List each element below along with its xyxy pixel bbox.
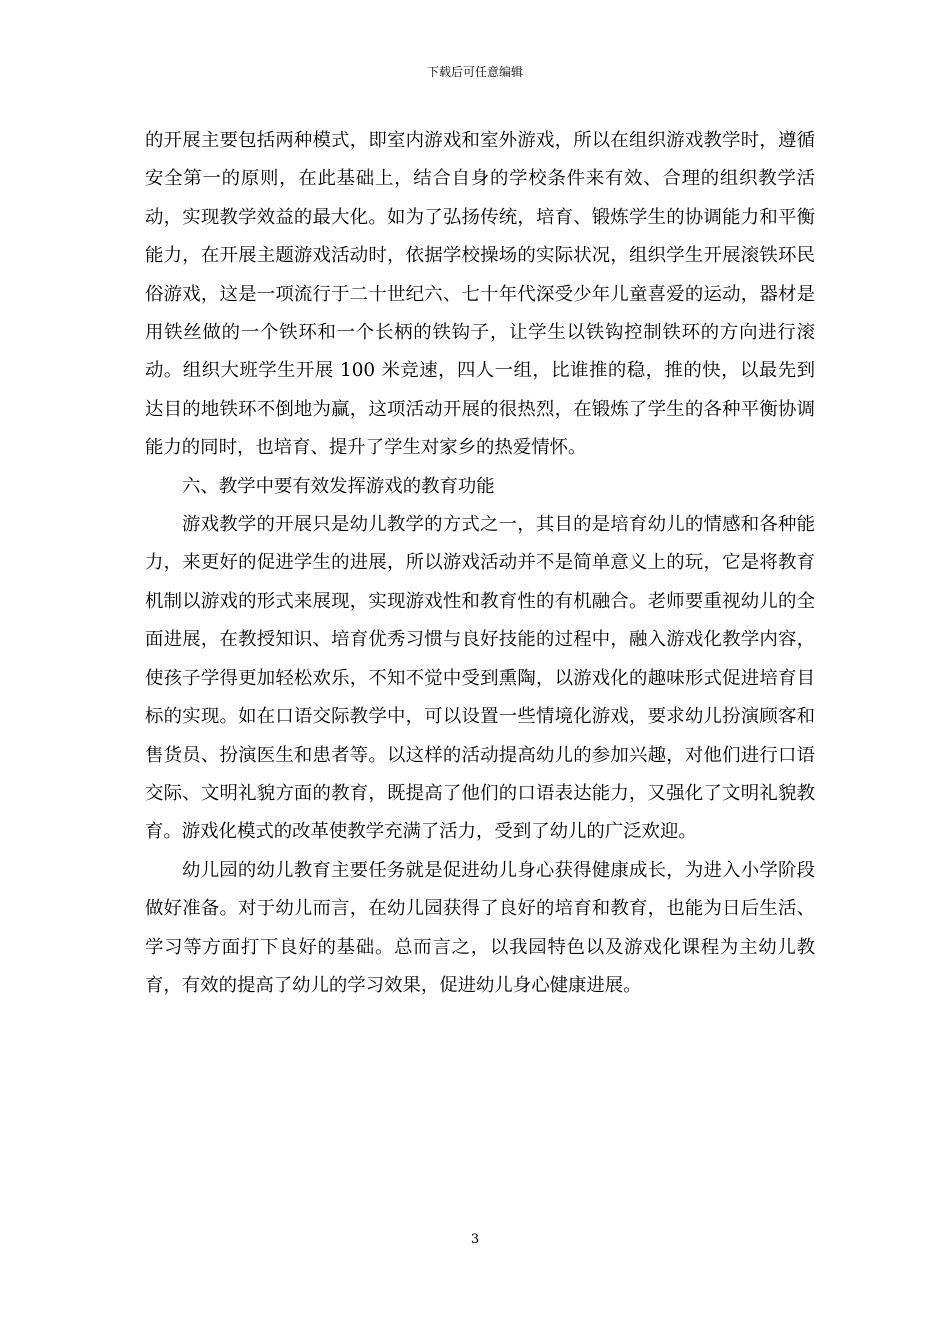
- paragraph: 游戏教学的开展只是幼儿教学的方式之一，其目的是培育幼儿的情感和各种能力，来更好的促进学生的进展，所以游戏活动并不是简单意义上的玩，它是将教育机制以游戏的形式来展现，实现游戏性和教育性的有机融合。老师要重视幼儿的全面进展，在教授知识、培育优秀习惯与良好技能的过程中，融入游戏化教学内容，使孩子学得更加轻松欢乐，不知不觉中受到熏陶，以游戏化的趣味形式促进培育目标的实现。如在口语交际教学中，可以设置一些情境化游戏，要求幼儿扮演顾客和售货员、扮演医生和患者等。以这样的活动提高幼儿的参加兴趣，对他们进行口语交际、文明礼貌方面的教育，既提高了他们的口语表达能力，又强化了文明礼貌教育。游戏化模式的改革使教学充满了活力，受到了幼儿的广泛欢迎。: [145, 514, 815, 843]
- paragraph: 幼儿园的幼儿教育主要任务就是促进幼儿身心获得健康成长，为进入小学阶段做好准备。对于幼儿而言，在幼儿园获得了良好的培育和教育，也能为日后生活、学习等方面打下良好的基础。总而言之，以我园特色以及游戏化课程为主幼儿教育，有效的提高了幼儿的学习效果，促进幼儿身心健康进展。: [145, 859, 815, 996]
- document-body: [145, 122, 815, 1005]
- page-header: 下载后可任意编辑: [426, 65, 523, 79]
- page-number: 3: [470, 1232, 480, 1247]
- paragraph-continuation: 的开展主要包括两种模式，即室内游戏和室外游戏，所以在组织游戏教学时，遵循安全第一的原则，在此基础上，结合自身的学校条件来有效、合理的组织教学活动，实现教学效益的最大化。如为了弘扬传统，培育、锻炼学生的协调能力和平衡能力，在开展主题游戏活动时，依据学校操场的实际状况，组织学生开展滚铁环民俗游戏，这是一项流行于二十世纪六、七十年代深受少年儿童喜爱的运动，器材是用铁丝做的一个铁环和一个长柄的铁钩子，让学生以铁钩控制铁环的方向进行滚动。组织大班学生开展 100 米竞速，四人一组，比谁推的稳，推的快，以最先到达目的地铁环不倒地为赢，这项活动开展的很热烈，在锻炼了学生的各种平衡协调能力的同时，也培育、提升了学生对家乡的热爱情怀。: [145, 130, 815, 459]
- section-heading: 六、教学中要有效发挥游戏的教育功能: [182, 475, 495, 497]
